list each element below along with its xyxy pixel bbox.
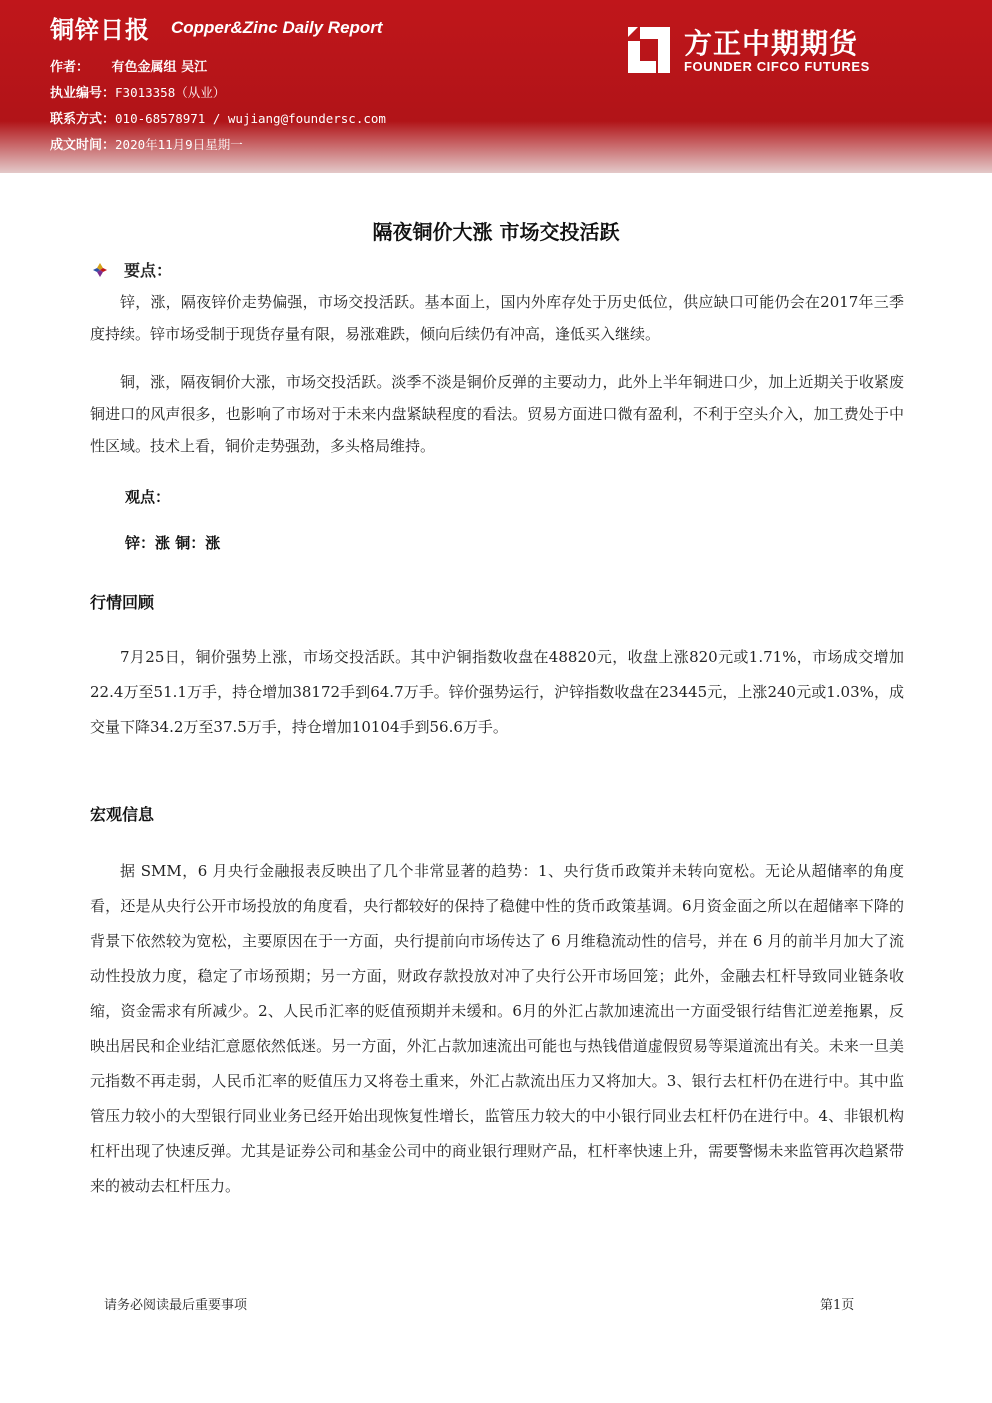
author-label: 作者： (50, 60, 90, 75)
author-line (50, 56, 207, 75)
document-title: 隔夜铜价大涨 市场交投活跃 (372, 220, 620, 244)
logo-text-en: FOUNDER CIFCO FUTURES (684, 59, 870, 74)
keypoint-copper-paragraph: 铜，涨，隔夜铜价大涨，市场交投活跃。淡季不淡是铜价反弹的主要动力，此外上半年铜进口少，加上近期关于收紧废铜进口的风声很多，也影响了市场对于未来内盘紧缺程度的看法。贸易方面进口微有盈利，不利于空头介入，加工费处于中性区域。技术上看，铜价走势强劲，多头格局维持。 (90, 373, 904, 455)
contact-value: 010-68578971 / wujiang@foundersc.com (115, 111, 386, 126)
page-number: 第1页 (820, 1298, 855, 1313)
author-value: 有色金属组 吴江 (111, 60, 208, 75)
report-title-cn: 铜锌日报 (50, 16, 150, 44)
logo-mark-icon (626, 25, 672, 75)
license-label: 执业编号： (50, 86, 116, 101)
report-header (0, 0, 992, 173)
footer-notice: 请务必阅读最后重要事项 (104, 1298, 248, 1313)
market-review-heading: 行情回顾 (90, 593, 155, 612)
keypoint-zinc-paragraph: 锌，涨，隔夜锌价走势偏强，市场交投活跃。基本面上，国内外库存处于历史低位，供应缺口可能仍会在2017年三季度持续。锌市场受制于现货存量有限，易涨难跌，倾向后续仍有冲高，逢低买入继续。 (90, 293, 904, 343)
date-line (50, 134, 243, 153)
founder-cifco-logo (626, 22, 886, 78)
keypoints-label: 要点： (124, 261, 173, 280)
macro-paragraph: 据 SMM，6 月央行金融报表反映出了几个非常显著的趋势：1、央行货币政策并未转向宽松。无论从超储率的角度看，还是从央行公开市场投放的角度看，央行都较好的保持了稳健中性的货币政策基调。6月资金面之所以在超储率下降的背景下依然较为宽松，主要原因在于一方面，央行提前向市场传达了 6 月维稳流动性的信号，并在 6 月的前半月加大了流动性投放力度，稳定了市场预期；另一方面，财政存款投放对冲了央行公开市场回笼；此外，金融去杠杆导致同业链条收缩，资金需求有所减少。2、人民币汇率的贬值预期并未缓和。6月的外汇占款加速流出一方面受银行结售汇逆差拖累，反映出居民和企业结汇意愿依然低迷。另一方面，外汇占款加速流出可能也与热钱借道虚假贸易等渠道流出有关。未来一旦美元指数不再走弱，人民币汇率的贬值压力又将卷土重来，外汇占款流出压力又将加大。3、银行去杠杆仍在进行中。其中监管压力较小的大型银行同业业务已经开始出现恢复性增长，监管压力较大的中小银行同业去杠杆仍在进行中。4、非银机构杠杆出现了快速反弹。尤其是证券公司和基金公司中的商业银行理财产品，杠杆率快速上升，需要警惕未来监管再次趋紧带来的被动去杠杆压力。 (90, 862, 904, 1195)
market-review-paragraph: 7月25日，铜价强势上涨，市场交投活跃。其中沪铜指数收盘在48820元，收盘上涨820元或1.71%，市场成交增加22.4万至51.1万手，持仓增加38172手到64.7万手。锌价强势运行，沪锌指数收盘在23445元，上涨240元或1.03%，成交量下降34.2万至37.5万手，持仓增加10104手到56.6万手。 (90, 648, 904, 736)
keypoints-heading (92, 258, 172, 281)
date-value: 2020年11月9日星期一 (115, 137, 243, 152)
date-label: 成文时间： (50, 138, 116, 153)
logo-text-cn: 方正中期期货 (684, 27, 859, 60)
license-line (50, 82, 225, 101)
view-value: 锌：涨 铜：涨 (125, 534, 221, 552)
report-title-en: Copper&Zinc Daily Report (171, 18, 383, 37)
diamond-bullet-icon (92, 262, 108, 278)
license-value: F3013358（从业） (115, 85, 226, 100)
view-label: 观点： (125, 488, 171, 506)
contact-line (50, 108, 386, 127)
macro-heading: 宏观信息 (90, 805, 155, 824)
contact-label: 联系方式： (50, 112, 116, 127)
